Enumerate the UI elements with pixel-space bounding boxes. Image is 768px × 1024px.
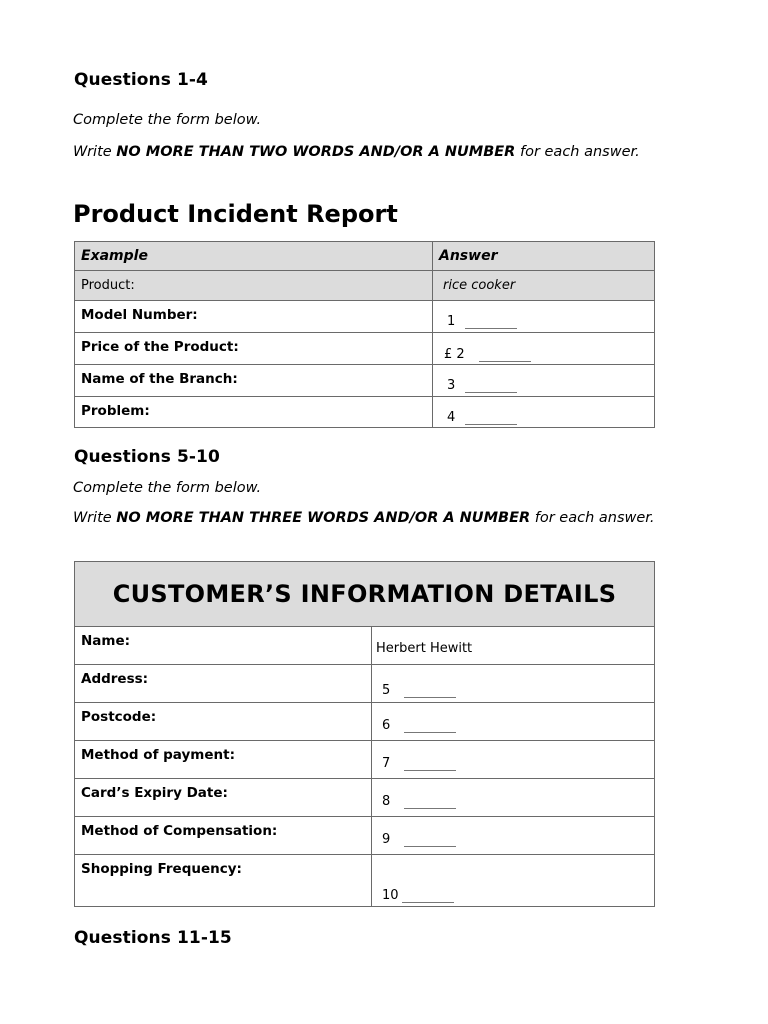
table-row xyxy=(75,365,655,397)
model-number-label: Model Number: xyxy=(75,301,433,333)
table-row xyxy=(75,703,655,741)
questions-5-10-heading: Questions 5-10 xyxy=(74,447,220,467)
product-incident-report-title: Product Incident Report xyxy=(73,200,398,228)
answer-blank-3[interactable]: 3 xyxy=(433,365,655,397)
table-row xyxy=(75,779,655,817)
table-row xyxy=(75,741,655,779)
customer-information-table xyxy=(74,561,655,907)
price-label: Price of the Product: xyxy=(75,333,433,365)
table-row xyxy=(75,665,655,703)
name-label: Name: xyxy=(75,627,372,665)
table-row xyxy=(75,817,655,855)
customer-information-title: CUSTOMER’S INFORMATION DETAILS xyxy=(75,562,655,627)
answer-blank-10[interactable]: 10 xyxy=(372,855,655,907)
payment-method-label: Method of payment: xyxy=(75,741,372,779)
table-row xyxy=(75,301,655,333)
table-row xyxy=(75,333,655,365)
table-row xyxy=(75,855,655,907)
instruction-complete-form-1: Complete the form below. xyxy=(73,112,262,128)
instruction-complete-form-2: Complete the form below. xyxy=(73,480,262,496)
answer-blank-8[interactable]: 8 xyxy=(372,779,655,817)
answer-blank-7[interactable]: 7 xyxy=(372,741,655,779)
product-incident-table xyxy=(74,241,655,428)
table-row xyxy=(75,397,655,428)
shopping-frequency-label: Shopping Frequency: xyxy=(75,855,372,907)
table-row xyxy=(75,627,655,665)
postcode-label: Postcode: xyxy=(75,703,372,741)
card-expiry-label: Card’s Expiry Date: xyxy=(75,779,372,817)
example-answer: rice cooker xyxy=(433,271,655,301)
branch-name-label: Name of the Branch: xyxy=(75,365,433,397)
answer-blank-4[interactable]: 4 xyxy=(433,397,655,428)
address-label: Address: xyxy=(75,665,372,703)
answer-blank-2[interactable]: £ 2 xyxy=(433,333,655,365)
answer-blank-1[interactable]: 1 xyxy=(433,301,655,333)
questions-1-4-heading: Questions 1-4 xyxy=(74,70,208,90)
example-row xyxy=(75,271,655,301)
problem-label: Problem: xyxy=(75,397,433,428)
questions-11-15-heading: Questions 11-15 xyxy=(74,928,232,948)
instruction-word-limit-1: Write NO MORE THAN TWO WORDS AND/OR A NUMBER for each answer. xyxy=(73,144,640,160)
answer-blank-5[interactable]: 5 xyxy=(372,665,655,703)
header-answer: Answer xyxy=(433,242,655,271)
header-example: Example xyxy=(75,242,433,271)
answer-blank-6[interactable]: 6 xyxy=(372,703,655,741)
name-value: Herbert Hewitt xyxy=(372,627,655,665)
compensation-method-label: Method of Compensation: xyxy=(75,817,372,855)
table-header-row xyxy=(75,242,655,271)
instruction-word-limit-2: Write NO MORE THAN THREE WORDS AND/OR A NUMBER for each answer. xyxy=(73,510,655,526)
example-label: Product: xyxy=(75,271,433,301)
table-banner-row xyxy=(75,562,655,627)
answer-blank-9[interactable]: 9 xyxy=(372,817,655,855)
